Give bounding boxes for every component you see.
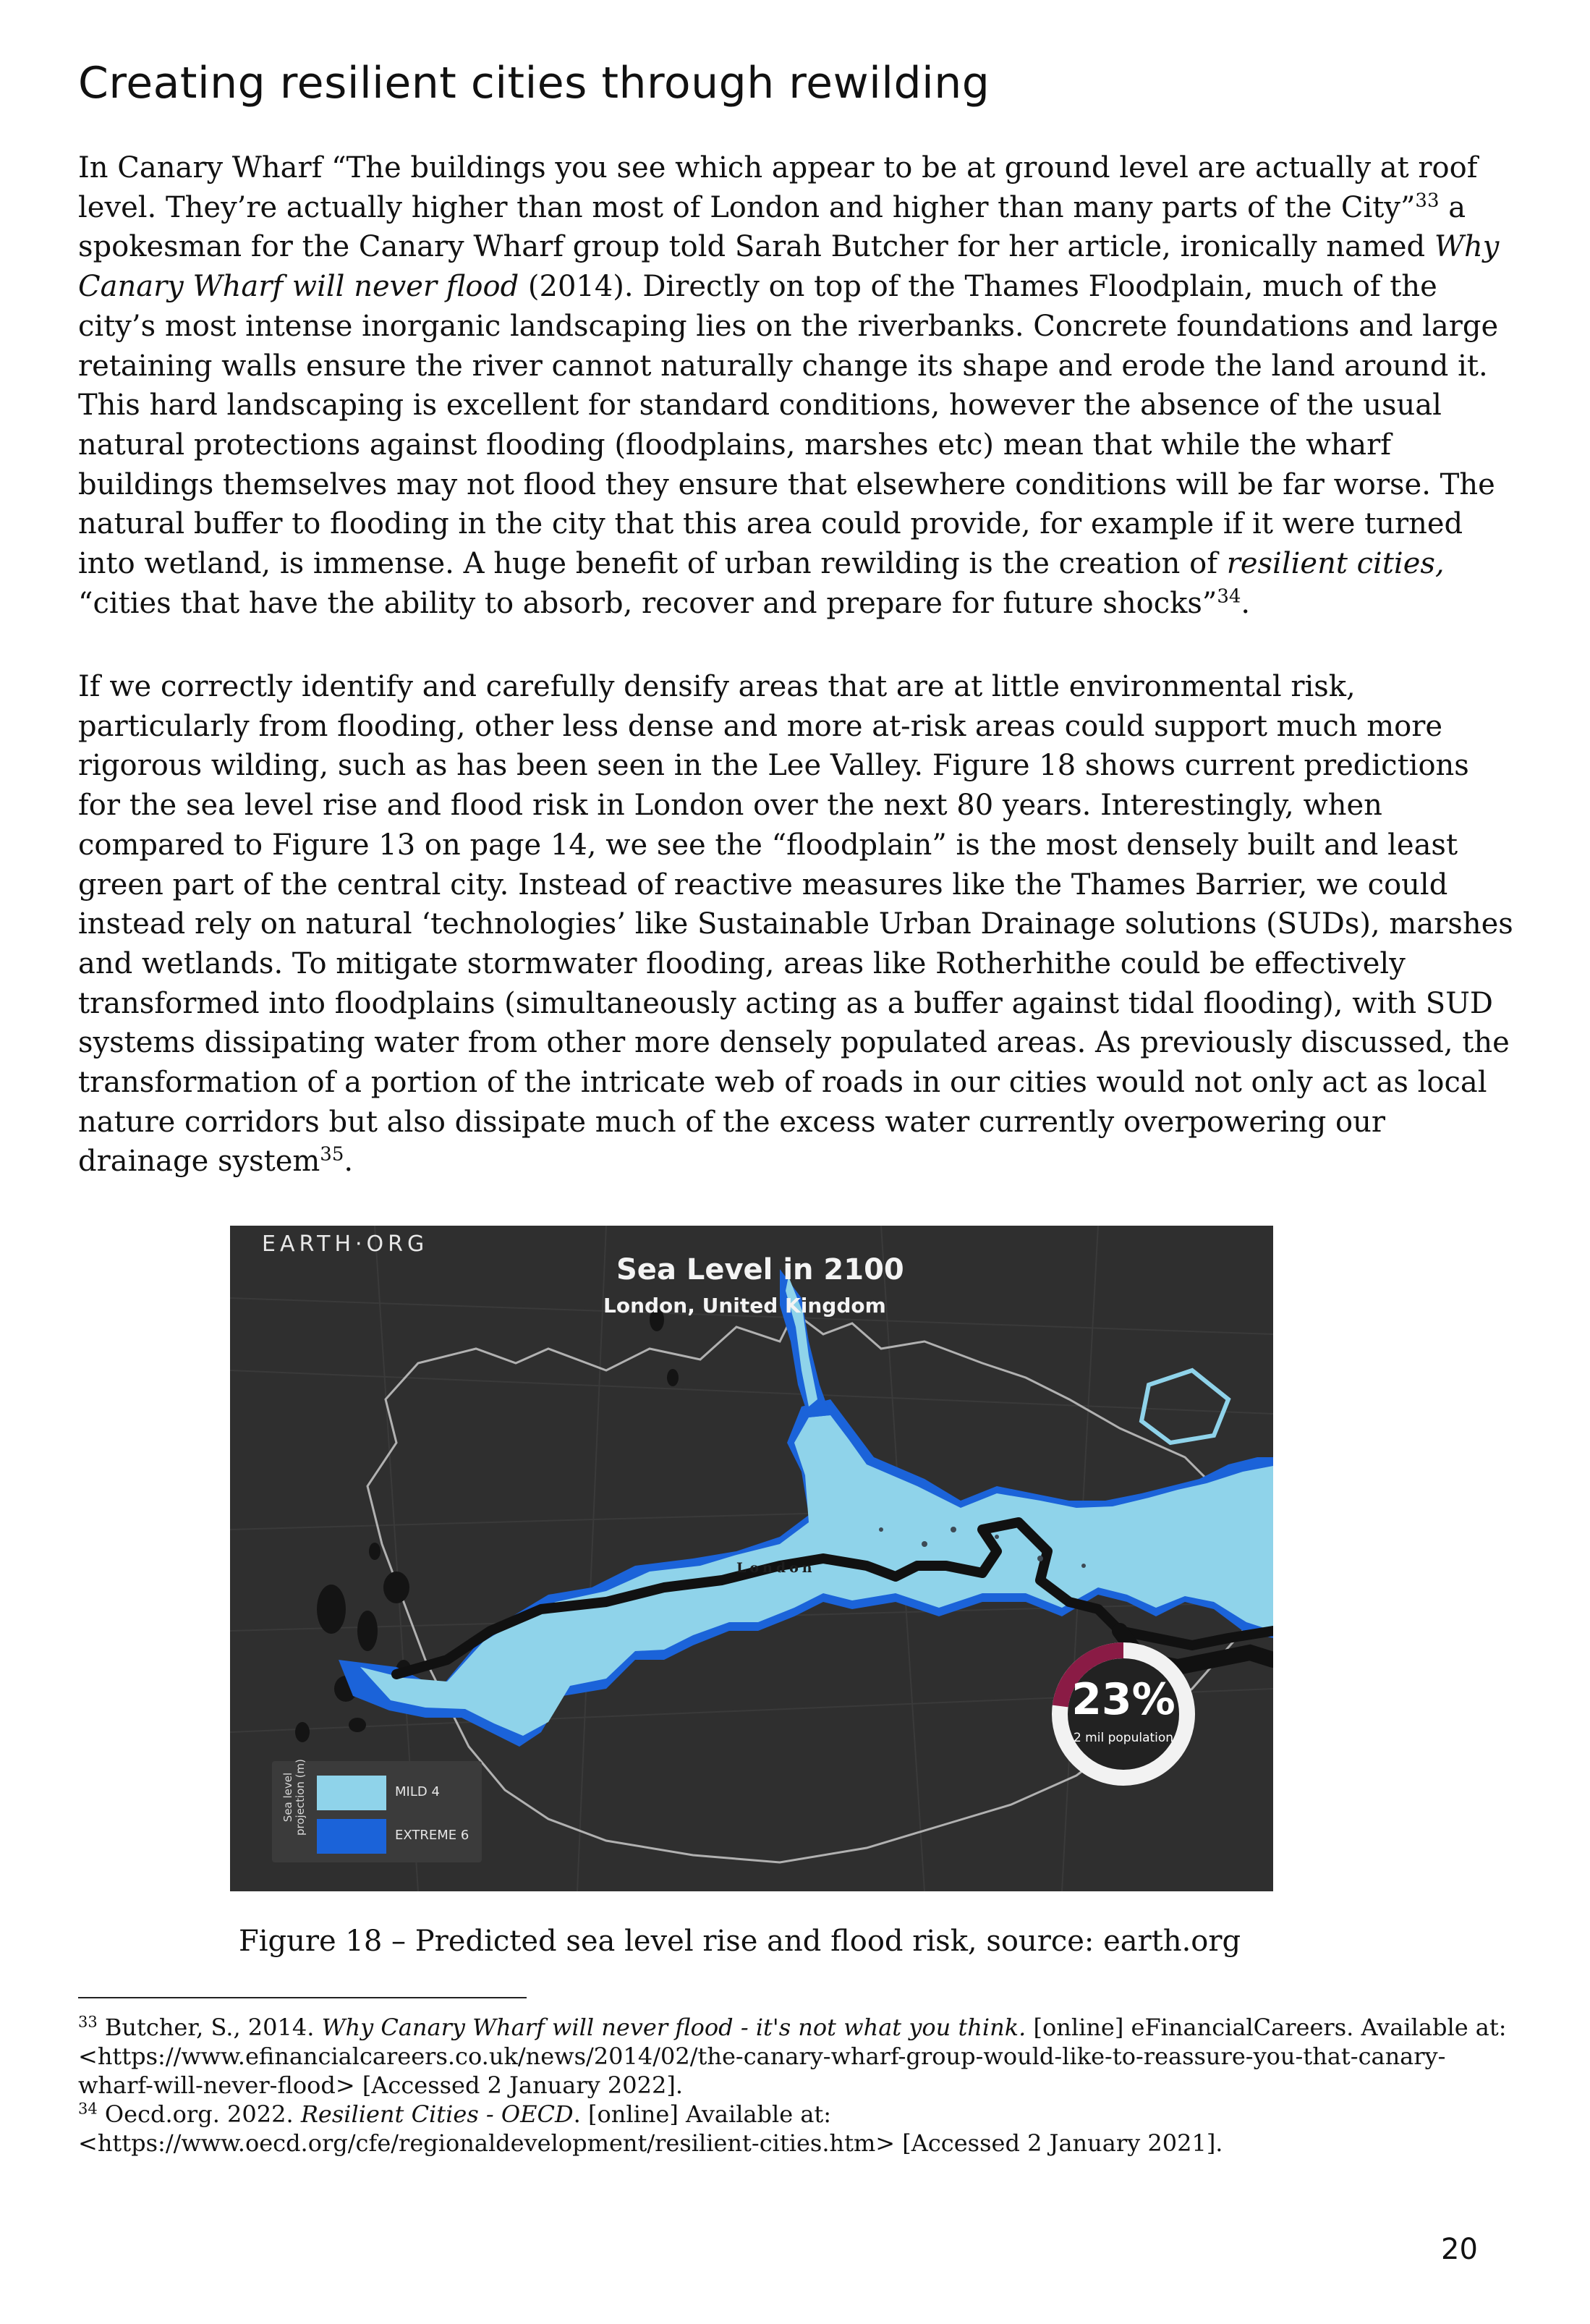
footnote-title: Why Canary Wharf will never flood - it's not what you think. [321, 2014, 1026, 2041]
section-heading: Creating resilient cities through rewilding [78, 58, 990, 109]
legend-swatch-mild [317, 1776, 386, 1810]
footnote-text: Butcher, S., 2014. [97, 2014, 322, 2041]
footnote-34 [78, 2100, 1518, 2158]
footnote-divider [78, 1997, 527, 1998]
paragraph-text: a spokesman for the Canary Wharf group told Sarah Butcher for her article, ironically named [78, 190, 1466, 264]
affected-population-note: 2 mil population [1073, 1731, 1174, 1745]
article-title: Why Canary Wharf will never flood [78, 230, 1500, 304]
legend-axis-label: Sea level projection (m) [281, 1759, 307, 1836]
footnote-ref-33: 33 [1415, 190, 1440, 212]
paragraph-text: “cities that have the ability to absorb, recover and prepare for future shocks” [78, 586, 1217, 620]
map-legend [272, 1761, 482, 1862]
footnote-number: 33 [78, 2013, 98, 2031]
paragraph-text: . [1241, 586, 1251, 620]
paragraph-text: . [344, 1145, 354, 1179]
footnote-number: 34 [78, 2100, 98, 2118]
key-term: resilient cities, [1226, 547, 1445, 581]
affected-percentage: 23% [1071, 1674, 1176, 1725]
page-number: 20 [1441, 2233, 1478, 2266]
body-paragraph-2 [78, 667, 1518, 1182]
footnote-ref-34: 34 [1217, 585, 1241, 608]
paragraph-text: If we correctly identify and carefully densify areas that are at little environmental risk, particularly from flooding, other less dense and more at-risk areas could support much more rigorous wilding, such as has been seen in the Lee Valley. Figure 18 shows current predictions for the sea level rise and flood risk in London over the next 80 years. Interestingly, when compared to Figure 13 on page 14, we see the “floodplain” is the most densely built and least green part of the central city. Instead of reactive measures like the Thames Barrier, we could instead rely on natural ‘technologies’ like Sustainable Urban Drainage solutions (SUDs), marshes and wetlands. To mitigate stormwater flooding, areas like Rotherhithe could be effectively transformed into floodplains (simultaneously acting as a buffer against tidal flooding), with SUD systems dissipating water from other more densely populated areas. As previously discussed, the transformation of a portion of the intricate web of roads in our cities would not only act as local nature corridors but also dissipate much of the excess water currently overpowering our drainage system [78, 670, 1513, 1179]
footnotes [78, 2013, 1518, 2158]
footnote-text: . [online] Available at: <https://www.oecd.org/cfe/regionaldevelopment/resilient-cities.htm> [Accessed 2 January 2021]. [78, 2100, 1223, 2157]
footnote-text: Oecd.org. 2022. [97, 2100, 301, 2128]
brand-logo-text: EARTH·ORG [262, 1231, 429, 1257]
body-paragraph-1 [78, 148, 1518, 623]
footnote-text: [online] eFinancialCareers. Available at: <https://www.efinancialcareers.co.uk/news/2014/02/the-canary-wharf-group-would-like-to-reassure-you-that-canary-wharf-will-never-flood> [Accessed 2 January 2022]. [78, 2014, 1507, 2099]
map-title: Sea Level in 2100 [616, 1253, 904, 1286]
legend-label: EXTREME 6 [395, 1828, 469, 1843]
paragraph-text: In Canary Wharf “The buildings you see which appear to be at ground level are actually at roof level. They’re actually higher than most of London and higher than many parts of the City” [78, 151, 1478, 224]
legend-swatch-extreme [317, 1819, 386, 1854]
sea-level-map-figure [230, 1226, 1273, 1891]
paragraph-text: (2014). Directly on top of the Thames Floodplain, much of the city’s most intense inorganic landscaping lies on the riverbanks. Concrete foundations and large retaining walls ensure the river cannot naturally change its shape and erode the land around it. This hard landscaping is excellent for standard conditions, however the absence of the usual natural protections against flooding (floodplains, marshes etc) mean that while the wharf buildings themselves may not flood they ensure that elsewhere conditions will be far worse. The natural buffer to flooding in the city that this area could provide, for example if it were turned into wetland, is immense. A huge benefit of urban rewilding is the creation of [78, 270, 1499, 581]
figure-caption: Figure 18 – Predicted sea level rise and flood risk, source: earth.org [239, 1925, 1241, 1958]
footnote-33 [78, 2013, 1518, 2100]
map-subtitle: London, United Kingdom [603, 1294, 886, 1318]
footnote-title: Resilient Cities - OECD [300, 2100, 574, 2128]
legend-label: MILD 4 [395, 1784, 440, 1799]
footnote-ref-35: 35 [320, 1144, 344, 1166]
map-city-label: London [736, 1560, 816, 1576]
